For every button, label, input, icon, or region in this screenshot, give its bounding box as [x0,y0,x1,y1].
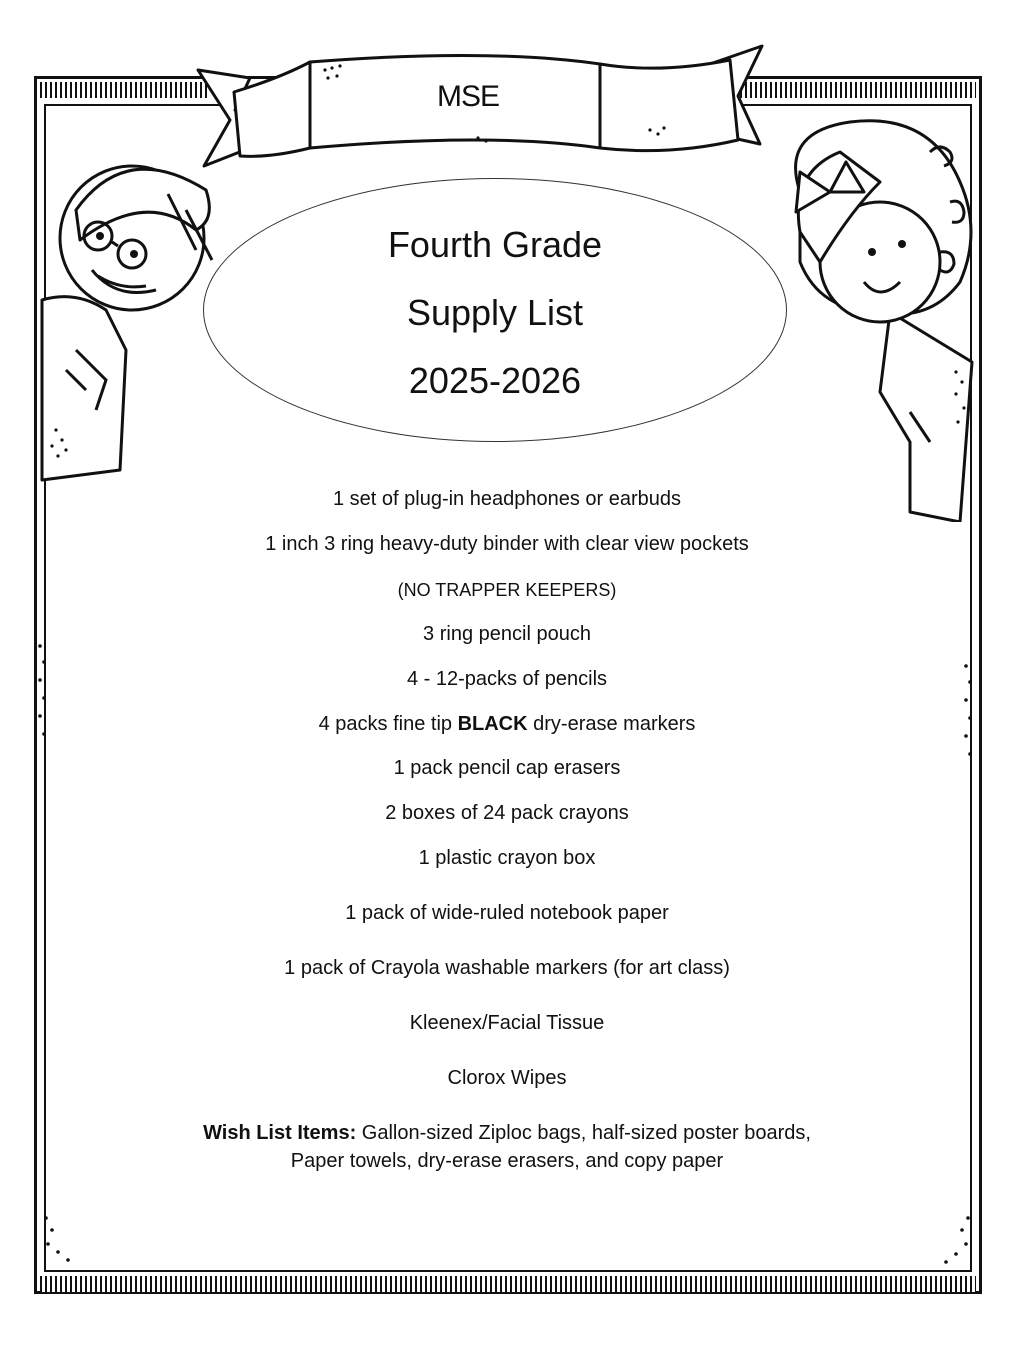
list-item: Kleenex/Facial Tissue [409,1012,605,1034]
list-item-text: dry-erase markers [527,713,696,735]
page-title: Fourth Grade [387,224,603,265]
list-item: 4 - 12-packs of pencils [406,668,608,690]
list-item: 3 ring pencil pouch [423,623,591,645]
list-item-text: 4 packs fine tip [318,713,458,735]
list-item: 2 boxes of 24 pack crayons [385,802,629,824]
list-item: 1 pack of Crayola washable markers (for art class) [284,957,730,979]
wish-list [0,1122,1014,1145]
list-item: 1 pack pencil cap erasers [393,757,621,779]
page-subtitle: Supply List [406,292,584,333]
list-item: 1 plastic crayon box [418,847,596,869]
list-item: (NO TRAPPER KEEPERS) [397,580,617,600]
list-item: Clorox Wipes [447,1067,567,1089]
wish-list-line2: Paper towels, dry-erase erasers, and copy paper [290,1150,724,1172]
wish-list-line1: Gallon-sized Ziploc bags, half-sized poster boards, [356,1122,811,1144]
list-item-emphasis: BLACK [457,713,528,735]
list-item: 1 inch 3 ring heavy-duty binder with clear view pockets [265,533,749,555]
list-item [0,713,1014,736]
school-year: 2025-2026 [408,360,582,401]
list-item: 1 pack of wide-ruled notebook paper [345,902,669,924]
list-item: 1 set of plug-in headphones or earbuds [332,488,682,510]
wish-list-label: Wish List Items: [203,1122,357,1144]
banner-label: MSE [437,80,500,113]
